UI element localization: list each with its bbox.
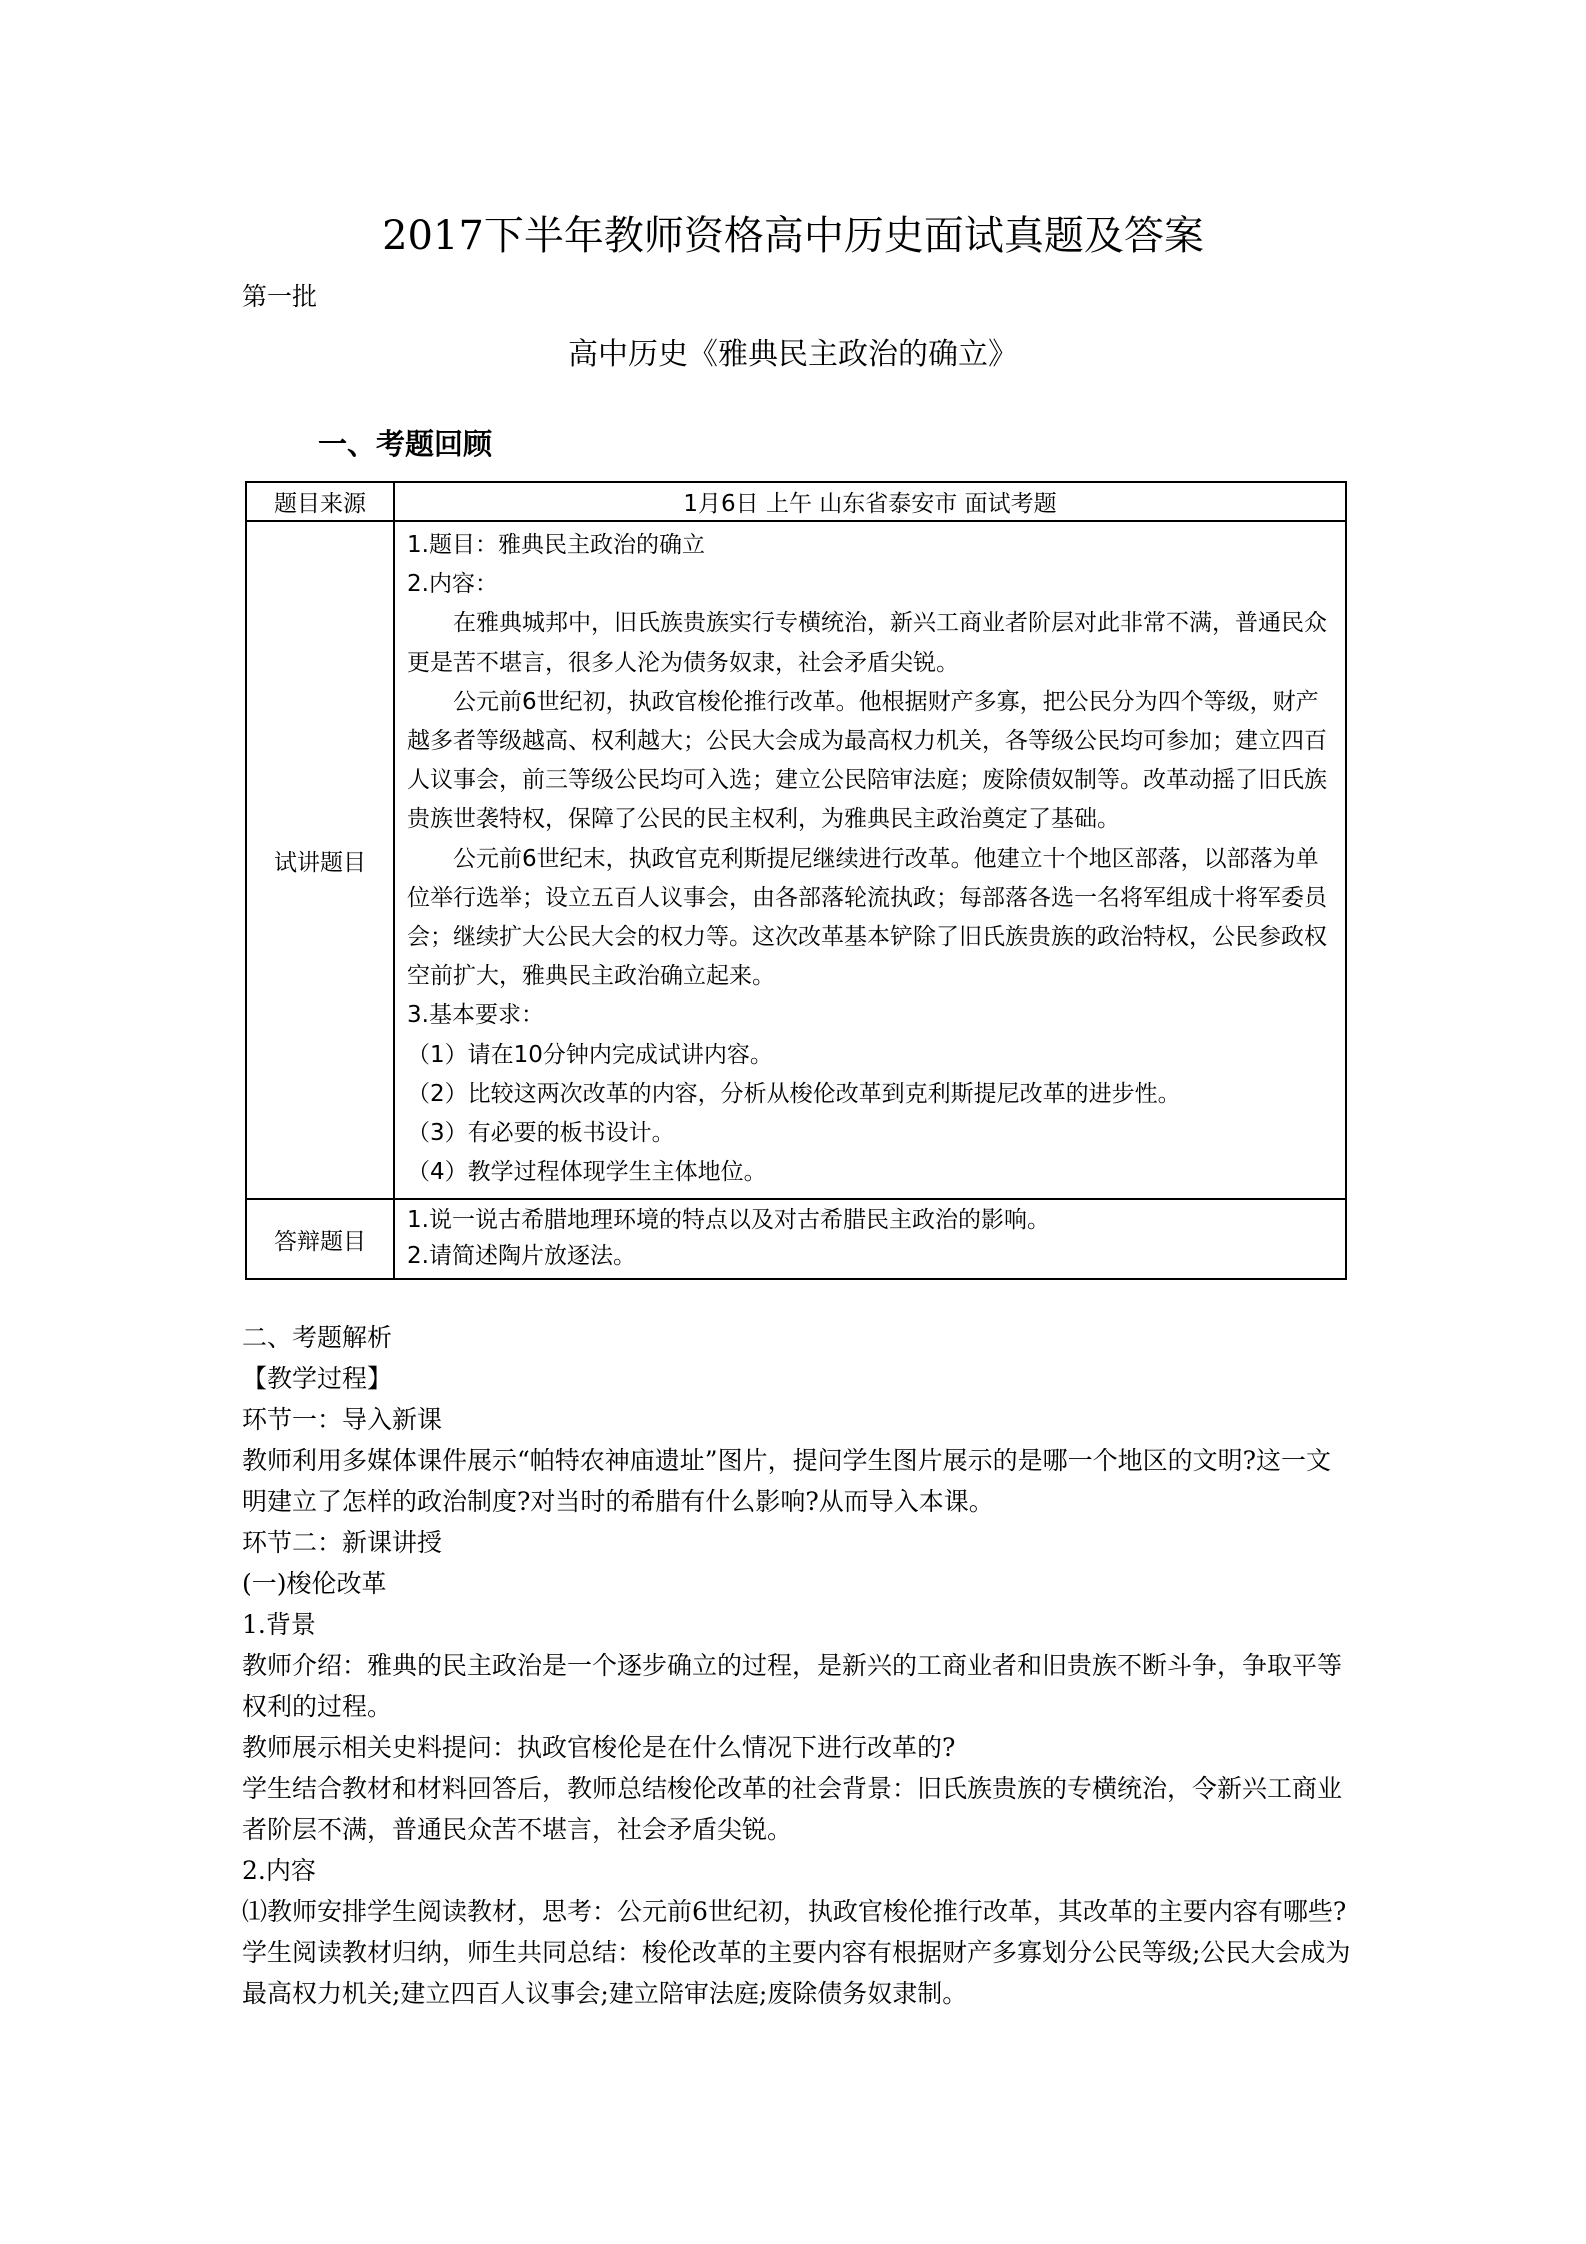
document-title: 2017下半年教师资格高中历史面试真题及答案 xyxy=(382,213,1204,259)
lecture-paragraph: 在雅典城邦中，旧氏族贵族实行专横统治，新兴工商业者阶层对此非常不满，普通民众更是苦不堪言，很多人沦为债务奴隶，社会矛盾尖锐。 xyxy=(407,610,1327,676)
batch-label: 第一批 xyxy=(242,282,318,311)
lecture-paragraph: 公元前6世纪初，执政官梭伦推行改革。他根据财产多寡，把公民分为四个等级，财产越多者等级越高、权利越大；公民大会成为最高权力机关，各等级公民均可参加；建立四百人议事会，前三等级公民均可入选；建立公民陪审法庭；废除债奴制等。改革动摇了旧氏族贵族世袭特权，保障了公民的民主权利，为雅典民主政治奠定了基础。 xyxy=(407,688,1327,833)
analysis-heading: 二、考题解析 xyxy=(242,1323,393,1352)
background-paragraph: 学生结合教材和材料回答后，教师总结梭伦改革的社会背景：旧氏族贵族的专横统治，令新兴工商业者阶层不满，普通民众苦不堪言，社会矛盾尖锐。 xyxy=(242,1774,1343,1844)
defense-line: 2.请简述陶片放逐法。 xyxy=(407,1243,636,1270)
lecture-label: 试讲题目 xyxy=(246,521,394,1199)
lecture-line: 3.基本要求： xyxy=(407,1002,544,1029)
lecture-line: （1）请在10分钟内完成试讲内容。 xyxy=(407,1041,773,1068)
exam-image-title: 高中历史《雅典民主政治的确立》 xyxy=(568,337,1018,372)
background-paragraph: 教师介绍：雅典的民主政治是一个逐步确立的过程，是新兴的工商业者和旧贵族不断斗争，争取平等权利的过程。 xyxy=(242,1651,1343,1721)
lecture-line: （3）有必要的板书设计。 xyxy=(407,1120,675,1147)
step-two-heading: 环节二：新课讲授 xyxy=(242,1528,443,1557)
exam-table xyxy=(245,481,1347,1280)
background-paragraph: 教师展示相关史料提问：执政官梭伦是在什么情况下进行改革的? xyxy=(242,1733,956,1762)
review-heading: 一、考题回顾 xyxy=(318,427,493,461)
defense-row xyxy=(246,1199,1346,1279)
lecture-line: 2.内容： xyxy=(407,571,498,598)
lecture-line: 1.题目：雅典民主政治的确立 xyxy=(407,532,705,558)
content-heading: 2.内容 xyxy=(242,1856,316,1885)
lecture-paragraph: 公元前6世纪末，执政官克利斯提尼继续进行改革。他建立十个地区部落，以部落为单位举行选举；设立五百人议事会，由各部落轮流执政；每部落各选一名将军组成十将军委员会；继续扩大公民大会的权力等。这次改革基本铲除了旧氏族贵族的政治特权，公民参政权空前扩大，雅典民主政治确立起来。 xyxy=(407,845,1327,990)
background-heading: 1.背景 xyxy=(242,1610,316,1639)
lecture-row xyxy=(246,521,1346,1199)
content-paragraph: ⑴教师安排学生阅读教材，思考：公元前6世纪初，执政官梭伦推行改革，其改革的主要内容有哪些?学生阅读教材归纳，师生共同总结：梭伦改革的主要内容有根据财产多寡划分公民等级;公民大会成为最高权力机关;建立四百人议事会;建立陪审法庭;废除债务奴隶制。 xyxy=(242,1897,1351,2008)
source-row xyxy=(246,482,1346,521)
lecture-content xyxy=(394,521,1346,1199)
teaching-process-heading: 【教学过程】 xyxy=(242,1364,393,1393)
analysis-section xyxy=(242,1317,1354,2014)
lecture-line: （4）教学过程体现学生主体地位。 xyxy=(407,1159,767,1186)
defense-line: 1.说一说古希腊地理环境的特点以及对古希腊民主政治的影响。 xyxy=(407,1207,1050,1234)
defense-label: 答辩题目 xyxy=(246,1199,394,1279)
lecture-line: （2）比较这两次改革的内容，分析从梭伦改革到克利斯提尼改革的进步性。 xyxy=(407,1080,1181,1107)
intro-paragraph: 教师利用多媒体课件展示“帕特农神庙遗址”图片，提问学生图片展示的是哪一个地区的文明?这一文明建立了怎样的政治制度?对当时的希腊有什么影响?从而导入本课。 xyxy=(242,1446,1331,1516)
source-value: 1月6日 上午 山东省泰安市 面试考题 xyxy=(394,482,1346,521)
defense-content xyxy=(394,1199,1346,1279)
step-one-heading: 环节一：导入新课 xyxy=(242,1405,443,1434)
source-label: 题目来源 xyxy=(246,482,394,521)
solon-reform-heading: (一)梭伦改革 xyxy=(242,1569,387,1598)
